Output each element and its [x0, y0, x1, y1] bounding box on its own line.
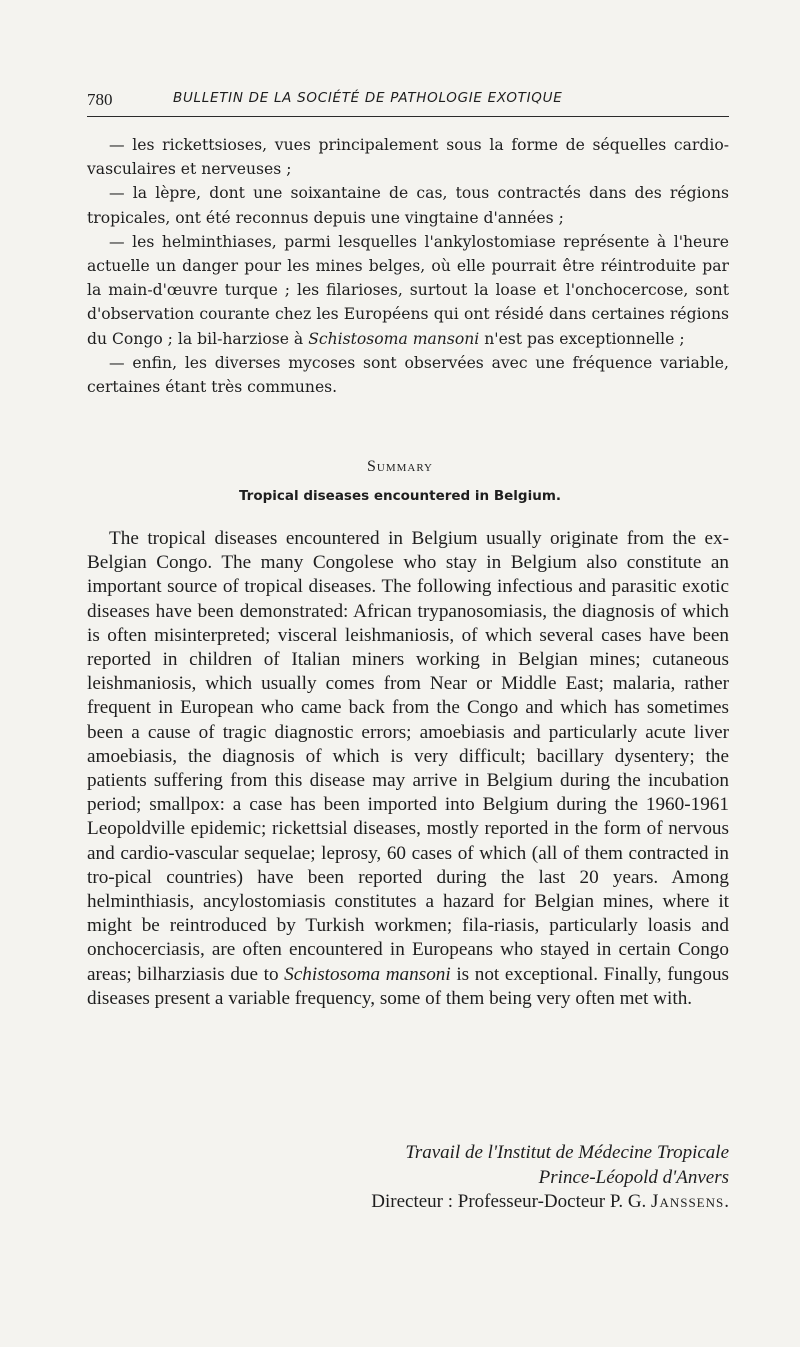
list-item-lepre: — la lèpre, dont une soixantaine de cas, tous contractés dans des régions tropicales, ont été reconnus depuis une vingtaine d'années ;	[87, 184, 729, 227]
running-title: BULLETIN DE LA SOCIÉTÉ DE PATHOLOGIE EXOTIQUE	[173, 90, 563, 106]
french-conclusion-list	[87, 133, 729, 399]
director-name: Janssens	[651, 1191, 725, 1212]
institute-line: Travail de l'Institut de Médecine Tropicale	[405, 1142, 729, 1163]
list-item-rickettsioses: — les rickettsioses, vues principalement sous la forme de séquelles cardio-vasculaires et nerveuses ;	[87, 136, 729, 179]
species-name: Schistosoma mansoni	[284, 963, 451, 985]
species-name: Schistosoma mansoni	[308, 329, 480, 348]
list-item-text: n'est pas exceptionnelle ;	[479, 329, 685, 348]
institute-line: Prince-Léopold d'Anvers	[538, 1166, 729, 1188]
list-item-text: — les helminthiases, parmi lesquelles l'ankylostomiase représente à l'heure actuelle un danger pour les mines belges, où elle pourrait être réintroduite par la main-d'œuvre turque ; les filarioses, surtout la loase et l'onchocercose, sont d'observation courante chez les Européens qui ont résidé dans certaines régions du Congo ; la bil-harziose à	[87, 232, 729, 348]
director-period: .	[724, 1191, 729, 1212]
summary-text: is not exceptional. Finally, fungous diseases present a variable frequency, some of them being very often met with.	[87, 963, 730, 1009]
summary-heading: Summary	[366, 458, 434, 475]
page-header	[87, 90, 729, 117]
list-item-helminthiases	[87, 230, 729, 351]
summary-text: The tropical diseases encountered in Belgium usually originate from the ex-Belgian Congo. The many Congolese who stay in Belgium also constitute an important source of tropical diseases. The following infectious and parasitic exotic diseases have been demonstrated: African trypanosomiasis, the diagnosis of which is often misinterpreted; visceral leishmaniosis, of which several cases have been reported in children of Italian miners working in Belgian mines; cutaneous leishmaniosis, which usually comes from Near or Middle East; malaria, rather frequent in European who came back from the Congo and which has sometimes been a cause of tragic diagnostic errors; amoebiasis and particularly acute liver amoebiasis, the diagnosis of which is very difficult; bacillary dysentery; the patients suffering from this disease may arrive in Belgium during the incubation period; smallpox: a case has been imported into Belgium during the 1960-1961 Leopoldville epidemic; rickettsial diseases, mostly reported in the form of nervous and cardio-vascular sequelae; leprosy, 60 cases of which (all of them contracted in tro-pical countries) have been reported during the last 20 years. Among helminthiasis, ancylostomiasis constitutes a hazard for Belgian mines, where it might be reintroduced by Turkish workmen; fila-riasis, particularly loasis and onchocerciasis, are often encountered in Europeans who stayed in certain Congo areas; bilharziasis due to	[87, 528, 729, 985]
director-title: Directeur : Professeur-Docteur P. G.	[371, 1191, 652, 1212]
summary-subtitle: Tropical diseases encountered in Belgium.	[238, 488, 562, 504]
list-item-mycoses: — enfin, les diverses mycoses sont observées avec une fréquence variable, certaines étant très communes.	[87, 353, 729, 397]
director-line	[87, 1190, 729, 1215]
summary-body	[87, 527, 729, 1011]
signature-block	[87, 1141, 729, 1215]
page-number: 780	[87, 90, 113, 109]
